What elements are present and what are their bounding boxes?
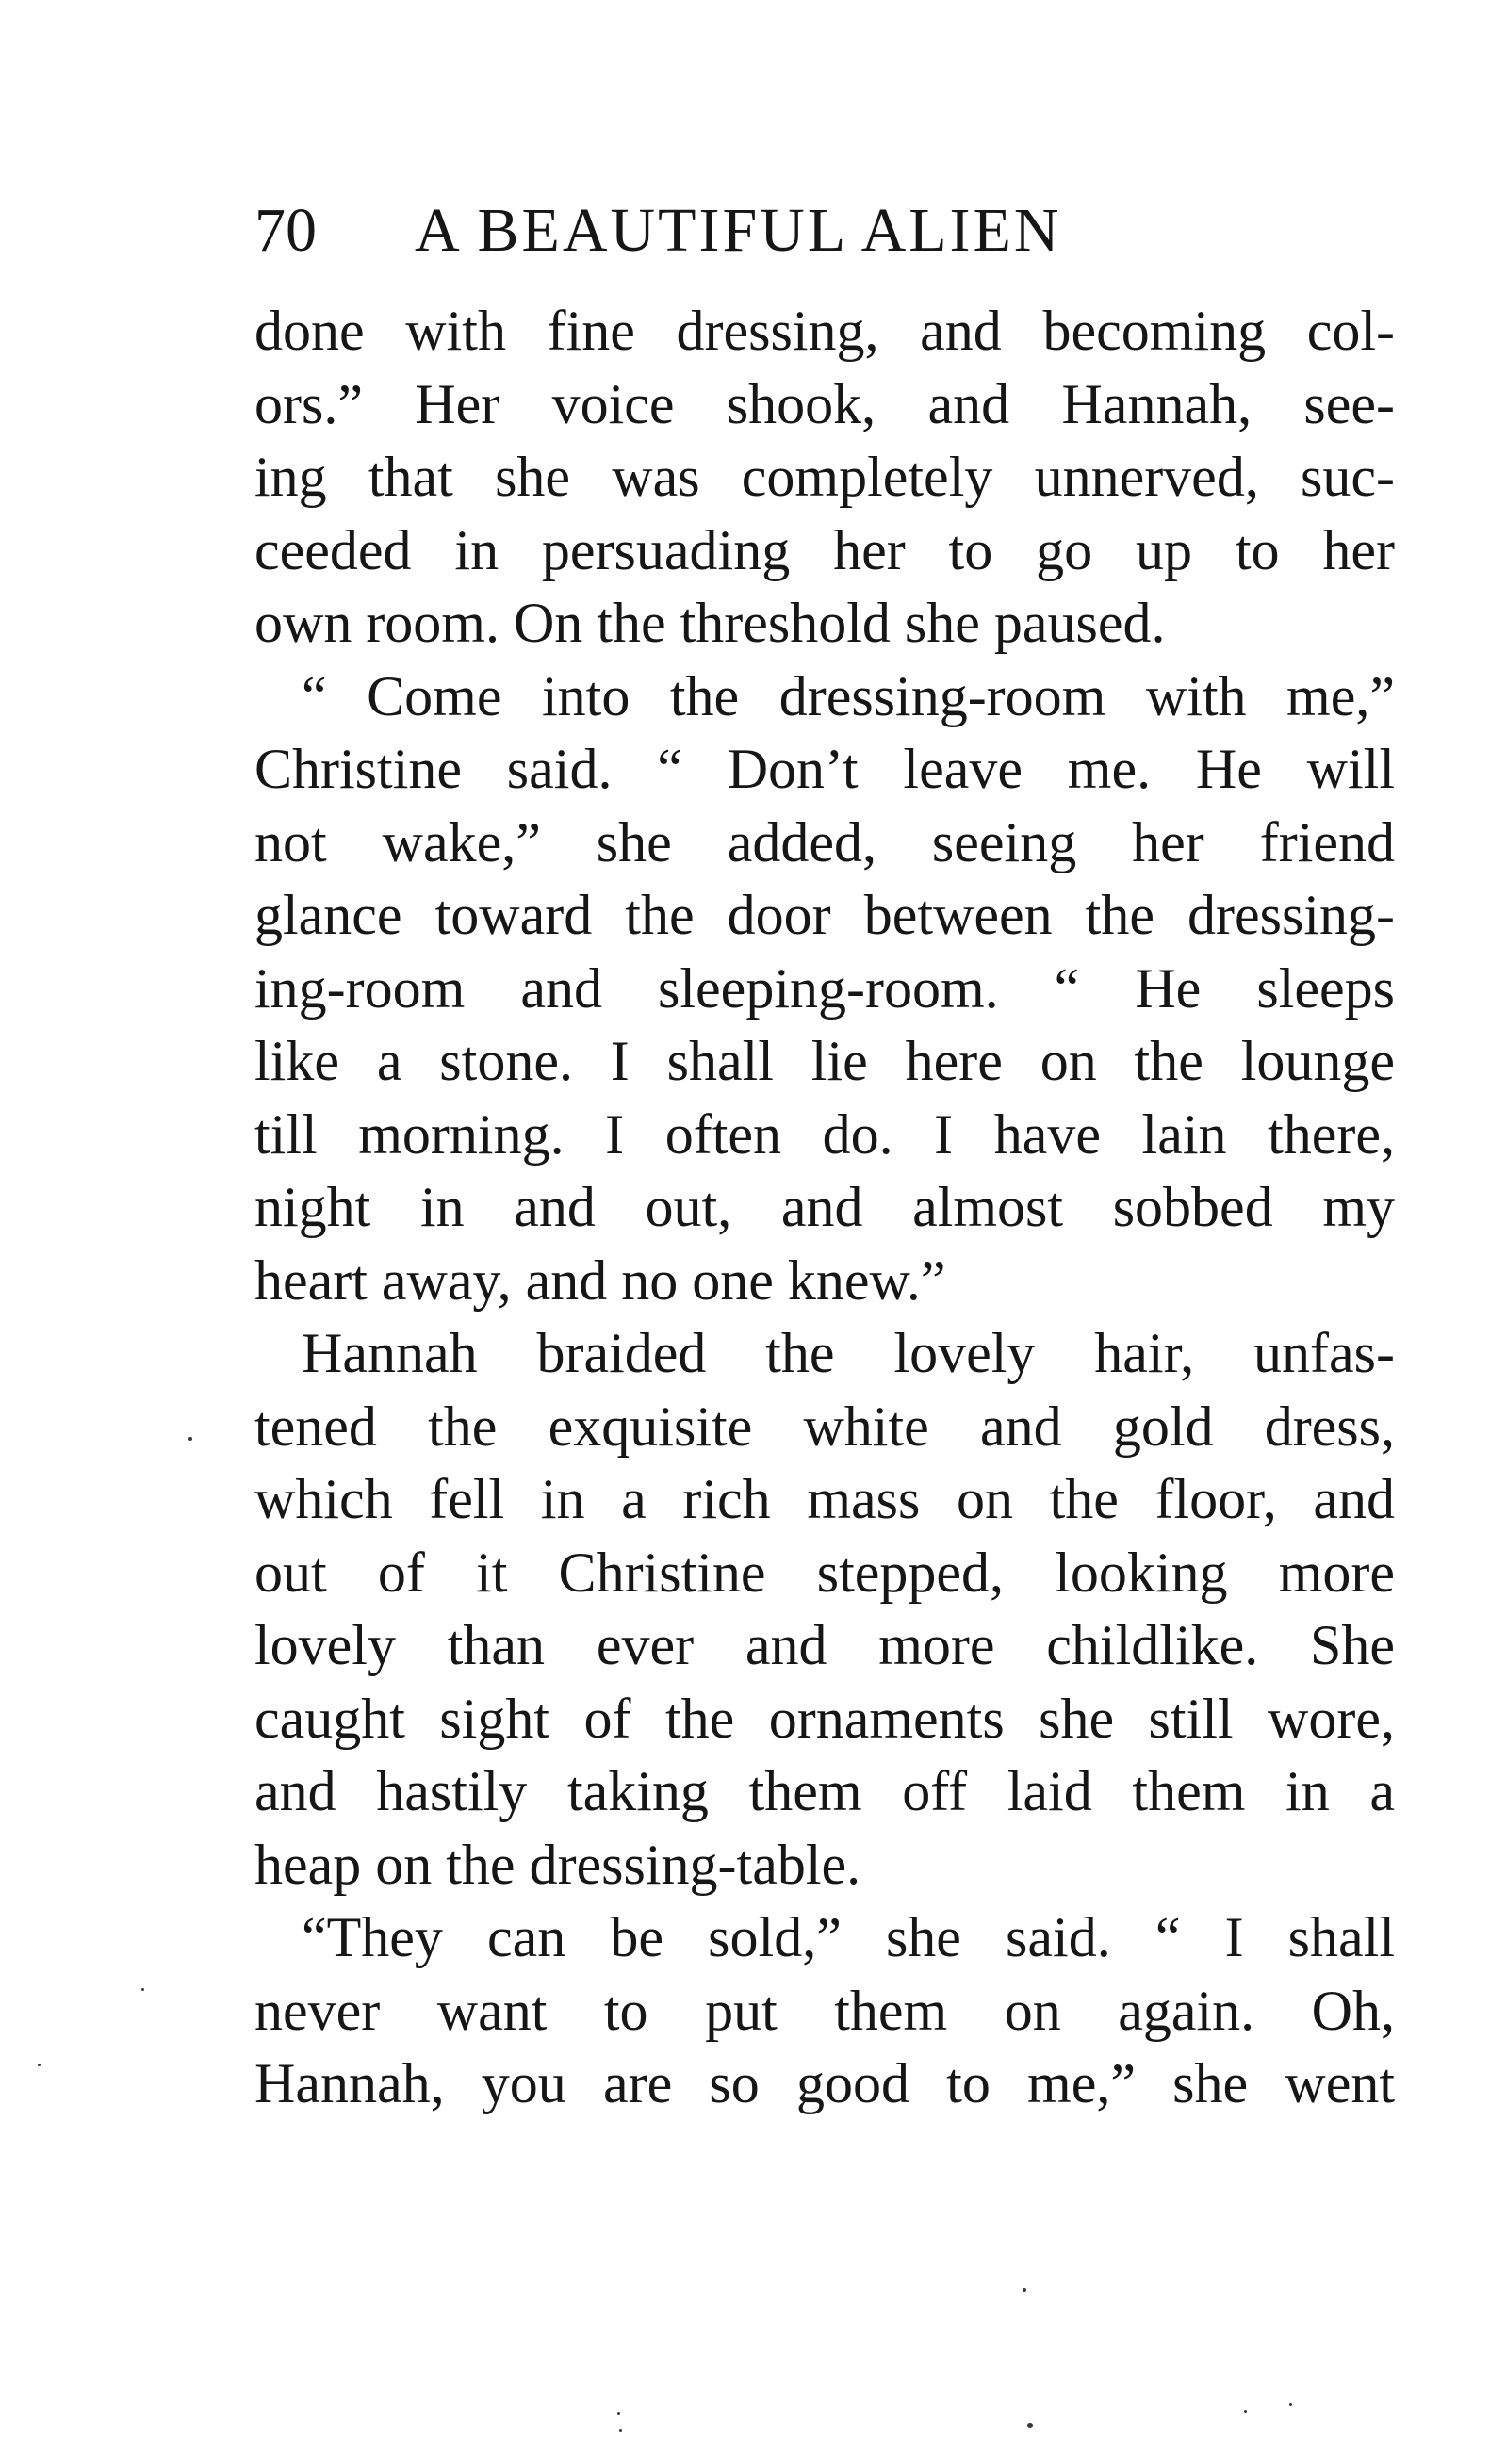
scan-speck: [1289, 2403, 1292, 2406]
scan-speck: [141, 1988, 144, 1991]
scan-speck: [188, 1437, 192, 1441]
page-header: [254, 188, 1404, 273]
text-line: ing-room and sleeping-room. “ He sleeps: [254, 956, 1395, 1020]
text-line: Hannah, you are so good to me,” she went: [254, 2052, 1395, 2114]
scan-speck: [1023, 2288, 1026, 2292]
text-line: “They can be sold,” she said. “ I shall: [302, 1906, 1395, 1968]
text-line: ing that she was completely unnerved, suc-: [254, 446, 1395, 508]
scan-speck: [38, 2064, 41, 2066]
text-line: caught sight of the ornaments she still wore,: [254, 1687, 1395, 1750]
text-line: tened the exquisite white and gold dress,: [254, 1395, 1395, 1458]
text-line: glance toward the door between the dressing-: [254, 884, 1395, 946]
text-line: own room. On the threshold she paused.: [254, 592, 1166, 654]
text-line: and hastily taking them off laid them in a: [254, 1760, 1395, 1822]
text-line: like a stone. I shall lie here on the lounge: [254, 1030, 1395, 1092]
text-line: ceeded in persuading her to go up to her: [254, 518, 1395, 581]
text-line: never want to put them on again. Oh,: [254, 1979, 1395, 2042]
scan-speck: [617, 2412, 620, 2415]
scan-speck: [1027, 2423, 1033, 2428]
page-number: 70: [254, 196, 317, 265]
scan-speck: [619, 2429, 622, 2432]
text-line: heap on the dressing-table.: [254, 1833, 861, 1896]
text-line: heart away, and no one knew.”: [254, 1248, 946, 1312]
text-line: ors.” Her voice shook, and Hannah, see-: [254, 372, 1395, 435]
text-line: “ Come into the dressing-room with me,”: [302, 664, 1395, 727]
text-line: done with fine dressing, and becoming col-: [254, 300, 1395, 362]
text-line: not wake,” she added, seeing her friend: [254, 810, 1395, 873]
body-text: [254, 295, 1395, 2121]
text-line: which fell in a rich mass on the floor, and: [254, 1468, 1395, 1530]
running-title: A BEAUTIFUL ALIEN: [415, 196, 1062, 265]
text-line: till morning. I often do. I have lain there,: [254, 1102, 1395, 1166]
scan-speck: [1244, 2410, 1247, 2413]
text-line: lovely than ever and more childlike. She: [254, 1614, 1395, 1676]
text-line: night in and out, and almost sobbed my: [254, 1176, 1395, 1238]
text-line: Christine said. “ Don’t leave me. He will: [254, 738, 1395, 800]
text-line: Hannah braided the lovely hair, unfas-: [302, 1322, 1395, 1384]
text-line: out of it Christine stepped, looking more: [254, 1541, 1395, 1604]
